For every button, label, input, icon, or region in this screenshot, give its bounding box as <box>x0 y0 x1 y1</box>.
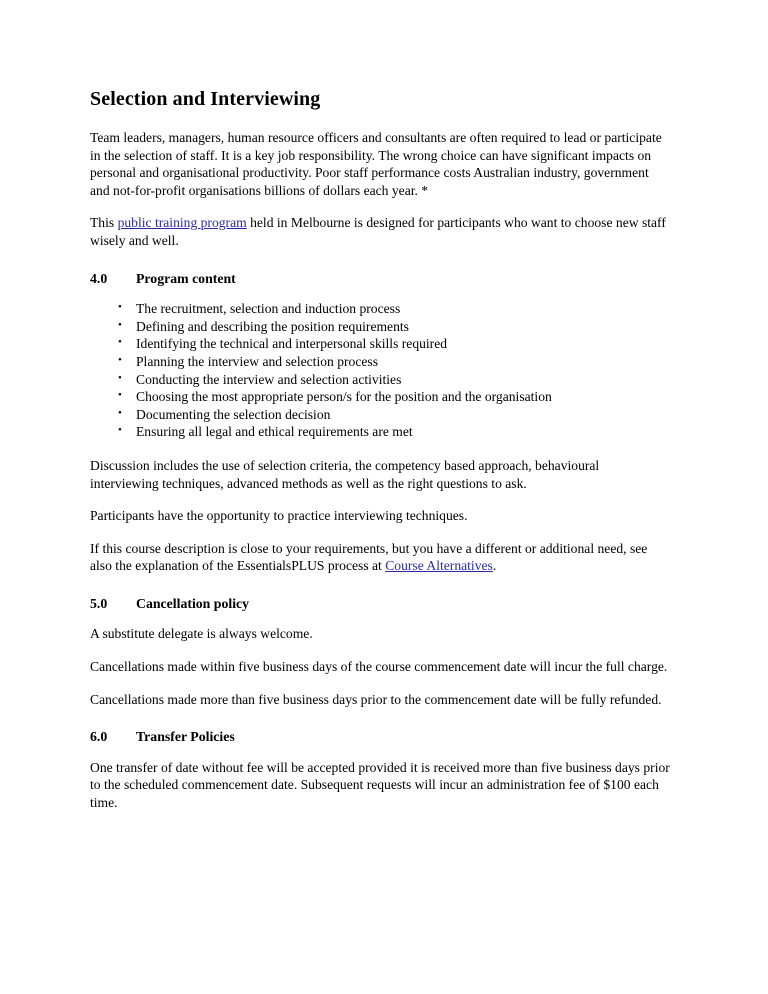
list-item: • Identifying the technical and interpersonal skills required <box>90 335 670 353</box>
substitute-delegate-paragraph: A substitute delegate is always welcome. <box>90 626 313 642</box>
section-heading-program-content <box>90 270 670 288</box>
section-number: 5.0 <box>90 595 108 611</box>
program-content-list <box>90 300 670 441</box>
section-title: Transfer Policies <box>136 729 235 745</box>
section-number: 6.0 <box>90 729 108 745</box>
transfer-policy-paragraph: One transfer of date without fee will be accepted provided it is received more than five business days prior to the scheduled commencement date. Subsequent requests will incur an administration fee of $100 each time. <box>90 759 670 811</box>
page-title: Selection and Interviewing <box>90 88 321 110</box>
alternatives-after-link: . <box>492 558 497 574</box>
section-title: Program content <box>136 270 236 286</box>
list-item: • The recruitment, selection and induction process <box>90 300 670 318</box>
alternatives-before-link: If this course description is close to your requirements, but you have a different or additional need, see also the explanation of the EssentialsPLUS process at <box>90 540 648 574</box>
participants-paragraph: Participants have the opportunity to practice interviewing techniques. <box>90 508 468 524</box>
alternatives-paragraph <box>90 540 670 575</box>
section-number: 4.0 <box>90 270 108 286</box>
list-item: • Documenting the selection decision <box>90 406 670 424</box>
program-intro-before-link: This <box>90 215 118 231</box>
cancellation-prior-paragraph: Cancellations made more than five business days prior to the commencement date will be fully refunded. <box>90 691 662 707</box>
list-item: • Planning the interview and selection process <box>90 353 670 371</box>
list-item: • Conducting the interview and selection activities <box>90 371 670 389</box>
program-intro-paragraph <box>90 214 670 249</box>
list-item: • Choosing the most appropriate person/s for the position and the organisation <box>90 388 670 406</box>
course-alternatives-link[interactable]: Course Alternatives <box>385 558 493 574</box>
section-title: Cancellation policy <box>136 595 250 611</box>
cancellation-within-paragraph: Cancellations made within five business days of the course commencement date will incur the full charge. <box>90 659 668 675</box>
list-item: • Ensuring all legal and ethical requirements are met <box>90 423 670 441</box>
public-training-program-link[interactable]: public training program <box>117 215 247 231</box>
intro-paragraph: Team leaders, managers, human resource officers and consultants are often required to lead or participate in the selection of staff. It is a key job responsibility. The wrong choice can have significant impacts on personal and organisational productivity. Poor staff performance costs Australian industry, government and not-for-profit organisations billions of dollars each year. * <box>90 130 662 198</box>
list-item: • Defining and describing the position requirements <box>90 318 670 336</box>
program-intro-after-link: held in Melbourne is designed for participants who want to choose new staff wisely and well. <box>90 215 666 248</box>
section-heading-transfer-policies <box>90 728 670 746</box>
discussion-paragraph: Discussion includes the use of selection criteria, the competency based approach, behavioural interviewing techniques, advanced methods as well as the right questions to ask. <box>90 457 600 491</box>
section-heading-cancellation-policy <box>90 595 670 613</box>
